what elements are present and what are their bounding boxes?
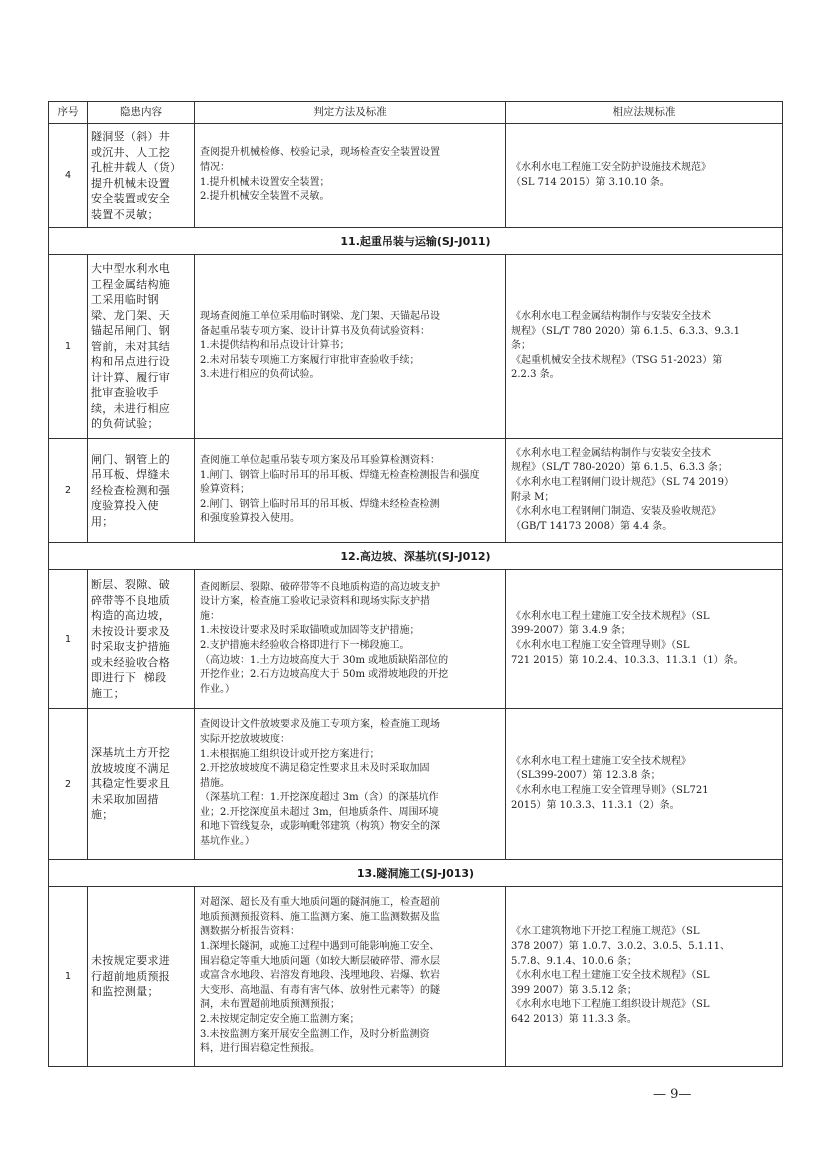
- text-line: 642 2013）第 11.3.3 条。: [511, 1013, 637, 1025]
- text-line: （高边坡：1.土方边坡高度大于 30m 或地质缺陷部位的: [200, 654, 449, 666]
- row-number: 1: [49, 570, 88, 709]
- text-line: 备起重吊装专项方案、设计计算书及负荷试验资料：: [200, 325, 430, 337]
- page-number: — 9—: [653, 1087, 692, 1102]
- text-line: 399-2007）第 3.4.9 条；: [511, 625, 631, 637]
- section-title: 13.隧洞施工(SJ-J013): [49, 860, 783, 887]
- text-line: 1.深埋长隧洞，或施工过程中遇到可能影响施工安全、: [200, 941, 440, 953]
- text-line: 3.未按监测方案开展安全监测工作，及时分析监测资: [200, 1028, 430, 1040]
- text-line: 查阅施工单位起重吊装专项方案及吊耳验算检测资料：: [200, 455, 440, 467]
- text-line: 《水利水电工程土建施工安全技术规程》: [511, 755, 691, 767]
- row-number: 2: [49, 709, 88, 860]
- text-line: 情况：: [200, 161, 230, 173]
- text-line: 2.开挖放坡坡度不满足稳定性要求且未及时采取加固: [200, 763, 430, 775]
- text-line: 2.提升机械安全装置不灵敏。: [200, 191, 330, 203]
- text-line: 2.未按规定制定安全施工监测方案；: [200, 1013, 360, 1025]
- text-line: 提升机械未设置: [91, 176, 171, 190]
- section-row: [49, 228, 783, 255]
- text-line: 查阅设计文件放坡要求及施工专项方案，检查施工现场: [200, 719, 440, 731]
- text-line: 吊耳板、焊缝未: [91, 468, 171, 482]
- standard-cell: [506, 887, 783, 1067]
- text-line: 验算资料；: [200, 484, 250, 496]
- text-line: 3.未进行相应的负荷试验。: [200, 369, 320, 381]
- row-number: 1: [49, 255, 88, 439]
- text-line: （深基坑工程：1.开挖深度超过 3m（含）的深基坑作: [200, 792, 439, 804]
- text-line: 2.2.3 条。: [511, 369, 560, 381]
- text-line: 规程》（SL/T 780-2020）第 6.1.5、6.3.3 条；: [511, 462, 728, 474]
- text-line: 安全装置或安全: [91, 192, 171, 205]
- text-line: 《水利水电工程钢闸门设计规范》（SL 74 2019）: [511, 476, 735, 488]
- text-line: 或沉井、人工挖: [91, 145, 171, 159]
- row-number: 4: [49, 124, 88, 228]
- text-line: 深基坑土方开挖: [91, 746, 171, 760]
- text-line: 工采用临时钢: [91, 293, 159, 307]
- text-line: 施：: [200, 610, 220, 622]
- text-line: 或未经验收合格: [91, 655, 171, 669]
- standard-cell: [506, 709, 783, 860]
- method-cell: [195, 124, 506, 228]
- text-line: 闸门、钢管上的: [91, 452, 171, 466]
- hazard-cell: [88, 887, 195, 1067]
- text-line: 378 2007）第 1.0.7、3.0.2、3.0.5、5.1.11、: [511, 941, 731, 953]
- text-line: 对超深、超长及有重大地质问题的隧洞施工，检查超前: [200, 897, 440, 909]
- text-line: 《水利水电工程施工安全管理导则》（SL: [511, 640, 690, 651]
- row-number: 1: [49, 887, 88, 1067]
- text-line: 1.未按设计要求及时采取锚喷或加固等支护措施；: [200, 625, 420, 637]
- table-row: [49, 439, 783, 543]
- text-line: 围岩稳定等重大地质问题（如较大断层破碎带、滞水层: [200, 955, 440, 967]
- table-row: [49, 124, 783, 228]
- text-line: 基坑作业。）: [200, 836, 255, 848]
- text-line: 附录 M；: [511, 491, 555, 503]
- text-line: 的负荷试验；: [91, 417, 159, 431]
- text-line: 《水利水电工程土建施工安全技术规程》（SL: [511, 970, 710, 982]
- table-row: [49, 255, 783, 439]
- table-header-row: [49, 102, 783, 124]
- text-line: 隧洞竖（斜）井: [91, 130, 171, 143]
- standard-cell: [506, 439, 783, 543]
- text-line: 工程金属结构施: [91, 277, 171, 291]
- text-line: 2015）第 10.3.3、11.3.1（2）条。: [511, 799, 680, 811]
- table-row: [49, 570, 783, 709]
- method-cell: [195, 570, 506, 709]
- text-line: 1.未提供结构和吊点设计计算书；: [200, 340, 350, 352]
- text-line: 查阅断层、裂隙、破碎带等不良地质构造的高边坡支护: [200, 581, 440, 593]
- text-line: 《水利水电工程施工安全管理导则》（SL721: [511, 785, 709, 796]
- text-line: 料，进行围岩稳定性预报。: [200, 1043, 320, 1055]
- text-line: 计计算、履行审: [91, 370, 171, 384]
- text-line: 孔桩井载人（货）: [91, 161, 182, 174]
- hazard-standards-table: [48, 101, 783, 1067]
- table-row: [49, 709, 783, 860]
- text-line: 即进行下 梯段: [91, 671, 167, 684]
- text-line: 其稳定性要求且: [91, 777, 171, 791]
- standard-cell: [506, 124, 783, 228]
- text-line: 用；: [91, 514, 114, 528]
- text-line: 装置不灵敏；: [91, 207, 159, 221]
- text-line: 《水利水电工程金属结构制作与安装安全技术: [511, 447, 711, 459]
- standard-cell: [506, 570, 783, 709]
- hazard-cell: [88, 439, 195, 543]
- hazard-cell: [88, 709, 195, 860]
- table-row: [49, 887, 783, 1067]
- text-line: 条；: [511, 340, 531, 352]
- text-line: 施工；: [91, 686, 125, 700]
- text-line: 措施。: [200, 777, 230, 789]
- section-row: [49, 543, 783, 570]
- text-line: 行超前地质预报: [91, 969, 171, 983]
- text-line: 业；2.开挖深度虽未超过 3m，但地质条件、周围环境: [200, 806, 439, 818]
- text-line: 管前，未对其结: [91, 339, 171, 353]
- text-line: 2.闸门、钢管上临时吊耳的吊耳板、焊缝未经检查检测: [200, 498, 440, 510]
- text-line: 经检查检测和强: [91, 483, 171, 497]
- section-title: 12.高边坡、深基坑(SJ-J012): [49, 543, 783, 570]
- standard-cell: [506, 255, 783, 439]
- text-line: （GB/T 14173 2008）第 4.4 条。: [511, 520, 673, 532]
- text-line: 续，未进行相应: [91, 401, 171, 415]
- method-cell: [195, 439, 506, 543]
- text-line: 或富含水地段、岩溶发育地段、浅埋地段、岩爆、软岩: [200, 970, 440, 982]
- text-line: （SL 714 2015）第 3.10.10 条。: [511, 176, 670, 188]
- header-hazard: 隐患内容: [88, 102, 195, 124]
- row-number: 2: [49, 439, 88, 543]
- text-line: 《水利水电工程土建施工安全技术规程》（SL: [511, 610, 710, 622]
- text-line: （SL399-2007）第 12.3.8 条；: [511, 770, 661, 782]
- hazard-cell: [88, 255, 195, 439]
- text-line: 批审查验收手: [91, 386, 159, 400]
- header-standard: 相应法规标准: [506, 102, 783, 124]
- text-line: 查阅提升机械检修、校验记录，现场检查安全装置设置: [200, 147, 440, 159]
- text-line: 规程》（SL/T 780 2020）第 6.1.5、6.3.3、9.3.1: [511, 325, 740, 337]
- text-line: 未按规定要求进: [91, 954, 171, 968]
- text-line: 和监控测量；: [91, 985, 159, 999]
- text-line: 开挖作业；2.石方边坡高度大于 50m 或滑坡地段的开挖: [200, 669, 449, 681]
- hazard-cell: [88, 570, 195, 709]
- text-line: 《水工建筑物地下开挖工程施工规范》（SL: [511, 926, 700, 938]
- header-num: 序号: [49, 102, 88, 124]
- text-line: 断层、裂隙、破: [91, 578, 171, 591]
- text-line: 时采取支护措施: [91, 640, 171, 653]
- text-line: 未按设计要求及: [91, 624, 171, 638]
- text-line: 5.7.8、9.1.4、10.0.6 条；: [511, 955, 637, 967]
- text-line: 放坡坡度不满足: [91, 761, 171, 775]
- text-line: 1.未根据施工组织设计或开挖方案进行；: [200, 748, 380, 760]
- text-line: 构造的高边坡，: [91, 609, 171, 622]
- text-line: 构和吊点进行设: [91, 355, 171, 369]
- text-line: 测数据分析报告资料：: [200, 926, 300, 938]
- text-line: 721 2015）第 10.2.4、10.3.3、11.3.1（1）条。: [511, 654, 744, 666]
- text-line: 作业。）: [200, 683, 235, 695]
- text-line: 2.未对吊装专项施工方案履行审批审查验收手续；: [200, 354, 420, 366]
- text-line: 地质预测预报资料、施工监测方案、施工监测数据及监: [200, 911, 440, 923]
- text-line: 大中型水利水电: [91, 262, 171, 276]
- section-row: [49, 860, 783, 887]
- text-line: 实际开挖放坡坡度：: [200, 733, 290, 745]
- header-method: 判定方法及标准: [195, 102, 506, 124]
- text-line: 梁、龙门架、天: [91, 308, 171, 322]
- text-line: 1.闸门、钢管上临时吊耳的吊耳板、焊缝无检查检测报告和强度: [200, 469, 480, 481]
- text-line: 399 2007）第 3.5.12 条；: [511, 984, 637, 996]
- text-line: 《水利水电工程金属结构制作与安装安全技术: [511, 311, 711, 323]
- text-line: 现场查阅施工单位采用临时钢梁、龙门架、天锚起吊设: [200, 311, 440, 323]
- text-line: 大变形、高地温、有毒有害气体、放射性元素等）的隧: [200, 984, 440, 996]
- section-title: 11.起重吊装与运输(SJ-J011): [49, 228, 783, 255]
- method-cell: [195, 887, 506, 1067]
- text-line: 碎带等不良地质: [91, 593, 171, 607]
- text-line: 度验算投入使: [91, 499, 159, 513]
- hazard-cell: [88, 124, 195, 228]
- text-line: 和地下管线复杂，或影响毗邻建筑（构筑）物安全的深: [200, 821, 440, 833]
- text-line: 《起重机械安全技术规程》（TSG 51-2023）第: [511, 354, 723, 366]
- text-line: 未采取加固措: [91, 792, 159, 806]
- text-line: 施；: [91, 808, 114, 822]
- text-line: 和强度验算投入使用。: [200, 513, 300, 525]
- text-line: 锚起吊闸门、钢: [91, 324, 171, 338]
- text-line: 《水利水电工程钢闸门制造、安装及验收规范》: [511, 506, 721, 518]
- text-line: 设计方案，检查施工验收记录资料和现场实际支护措: [200, 596, 430, 608]
- text-line: 1.提升机械未设置安全装置；: [200, 176, 330, 188]
- text-line: 2.支护措施未经验收合格即进行下一梯段施工。: [200, 640, 410, 651]
- method-cell: [195, 709, 506, 860]
- text-line: 《水利水电地下工程施工组织设计规范》（SL: [511, 999, 710, 1011]
- method-cell: [195, 255, 506, 439]
- text-line: 《水利水电工程施工安全防护设施技术规范》: [511, 161, 711, 173]
- text-line: 洞，未布置超前地质预测预报；: [200, 999, 340, 1011]
